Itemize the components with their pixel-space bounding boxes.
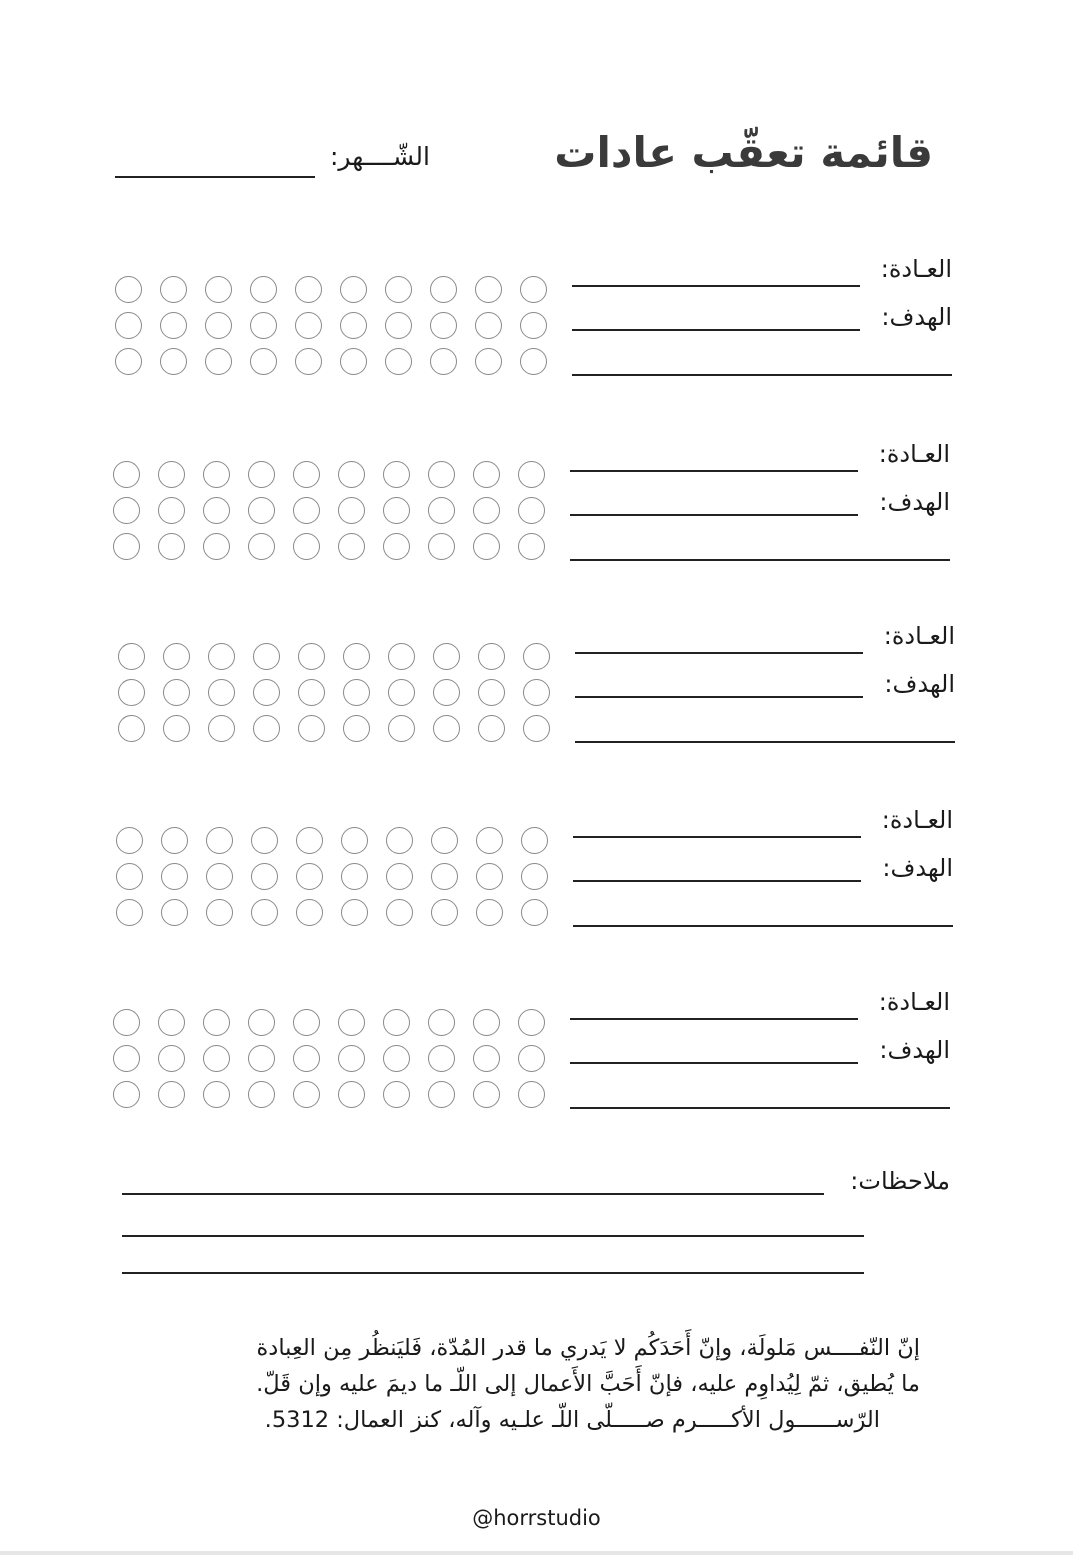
quote-line-2: ما يُطيق، ثمّ لِيُداوِم عليه، فإنّ أَحَبَّ الأَعمال إلى اللّـ ما ديمَ عليه وإن قَلّ. (256, 1371, 920, 1397)
page-title: قائمة تعقّب عادات (554, 128, 933, 177)
tracker-circle[interactable] (478, 715, 505, 742)
tracker-circle[interactable] (385, 312, 412, 339)
tracker-circle[interactable] (293, 461, 320, 488)
tracker-circle[interactable] (163, 715, 190, 742)
habit-label: العـادة: (878, 988, 950, 1016)
tracker-circle[interactable] (520, 348, 547, 375)
tracker-circle[interactable] (248, 1009, 275, 1036)
tracker-circle[interactable] (115, 348, 142, 375)
tracker-circle[interactable] (118, 679, 145, 706)
tracker-circle[interactable] (341, 863, 368, 890)
tracker-circle[interactable] (343, 679, 370, 706)
tracker-circle[interactable] (343, 643, 370, 670)
tracker-circle[interactable] (476, 899, 503, 926)
tracker-circle[interactable] (248, 461, 275, 488)
tracker-circle[interactable] (428, 1081, 455, 1108)
tracker-circle[interactable] (208, 643, 235, 670)
tracker-circle[interactable] (248, 1045, 275, 1072)
tracker-circle[interactable] (388, 643, 415, 670)
tracker-circle[interactable] (206, 827, 233, 854)
tracker-circle[interactable] (160, 312, 187, 339)
extra-input-line[interactable] (575, 741, 955, 743)
tracker-circle[interactable] (163, 643, 190, 670)
tracker-circle[interactable] (206, 863, 233, 890)
tracker-circle[interactable] (383, 497, 410, 524)
tracker-circle[interactable] (296, 827, 323, 854)
tracker-circle[interactable] (338, 497, 365, 524)
tracker-circle[interactable] (113, 1009, 140, 1036)
tracker-circle[interactable] (478, 643, 505, 670)
tracker-circle[interactable] (383, 533, 410, 560)
tracker-circle[interactable] (383, 1009, 410, 1036)
goal-label: الهدف: (879, 1036, 950, 1064)
tracker-circle[interactable] (116, 863, 143, 890)
tracker-circle[interactable] (160, 348, 187, 375)
goal-input-line[interactable] (570, 514, 858, 516)
tracker-circle[interactable] (115, 312, 142, 339)
quote-line-3: الرّســــــول الأكـــــرم صـــــلّى اللّـ علـيه وآله، كنز العمال: 5312. (264, 1407, 880, 1433)
tracker-circle[interactable] (473, 1081, 500, 1108)
tracker-circle[interactable] (248, 497, 275, 524)
extra-input-line[interactable] (572, 374, 952, 376)
tracker-circle[interactable] (340, 276, 367, 303)
tracker-circle[interactable] (388, 679, 415, 706)
tracker-circle[interactable] (338, 461, 365, 488)
habit-input-line[interactable] (573, 836, 861, 838)
tracker-circle[interactable] (473, 1045, 500, 1072)
tracker-circle[interactable] (113, 461, 140, 488)
goal-input-line[interactable] (573, 880, 861, 882)
tracker-circle[interactable] (248, 533, 275, 560)
tracker-circle[interactable] (296, 863, 323, 890)
tracker-circle[interactable] (383, 1081, 410, 1108)
habit-label: العـادة: (878, 440, 950, 468)
tracker-circle[interactable] (203, 461, 230, 488)
notes-line-1[interactable] (122, 1193, 824, 1195)
habit-input-line[interactable] (575, 652, 863, 654)
tracker-circle[interactable] (430, 312, 457, 339)
tracker-circle[interactable] (386, 827, 413, 854)
extra-input-line[interactable] (570, 559, 950, 561)
quote-line-1: إنّ النّفــــس مَلولَة، وإنّ أَحَدَكُم لا يَدري ما قدر المُدّة، فَليَنظُر مِن العِبادة (256, 1335, 920, 1361)
tracker-circle[interactable] (160, 276, 187, 303)
tracker-circle[interactable] (338, 1045, 365, 1072)
tracker-circle[interactable] (520, 312, 547, 339)
tracker-circle[interactable] (430, 348, 457, 375)
tracker-circle[interactable] (475, 348, 502, 375)
tracker-circle[interactable] (431, 863, 458, 890)
tracker-circle[interactable] (523, 715, 550, 742)
tracker-circle[interactable] (203, 533, 230, 560)
tracker-circle[interactable] (206, 899, 233, 926)
tracker-circle[interactable] (205, 312, 232, 339)
tracker-circle[interactable] (251, 827, 278, 854)
tracker-circle[interactable] (205, 348, 232, 375)
tracker-circle[interactable] (248, 1081, 275, 1108)
goal-input-line[interactable] (570, 1062, 858, 1064)
tracker-circle[interactable] (295, 276, 322, 303)
tracker-circle[interactable] (475, 312, 502, 339)
tracker-circle[interactable] (161, 899, 188, 926)
tracker-circle[interactable] (253, 715, 280, 742)
tracker-circle[interactable] (473, 497, 500, 524)
tracker-circle[interactable] (161, 863, 188, 890)
tracker-circle[interactable] (518, 497, 545, 524)
tracker-circle[interactable] (158, 1009, 185, 1036)
tracker-circle[interactable] (523, 643, 550, 670)
habit-input-line[interactable] (570, 470, 858, 472)
habit-input-line[interactable] (572, 285, 860, 287)
notes-line-3[interactable] (122, 1272, 864, 1274)
tracker-circle[interactable] (428, 461, 455, 488)
tracker-circle[interactable] (158, 497, 185, 524)
tracker-circle[interactable] (253, 643, 280, 670)
tracker-circle[interactable] (293, 1081, 320, 1108)
tracker-circle[interactable] (118, 715, 145, 742)
goal-input-line[interactable] (572, 329, 860, 331)
tracker-circle[interactable] (113, 497, 140, 524)
tracker-circle[interactable] (518, 1081, 545, 1108)
month-input-line[interactable] (115, 176, 315, 178)
tracker-circle[interactable] (113, 1081, 140, 1108)
notes-label: ملاحظات: (850, 1167, 950, 1195)
tracker-circle[interactable] (113, 1045, 140, 1072)
notes-line-2[interactable] (122, 1235, 864, 1237)
tracker-circle[interactable] (518, 1009, 545, 1036)
tracker-circle[interactable] (340, 348, 367, 375)
tracker-circle[interactable] (296, 899, 323, 926)
tracker-circle[interactable] (116, 827, 143, 854)
tracker-circle[interactable] (203, 497, 230, 524)
tracker-circle[interactable] (205, 276, 232, 303)
tracker-circle[interactable] (115, 276, 142, 303)
tracker-circle[interactable] (431, 827, 458, 854)
tracker-circle[interactable] (158, 1081, 185, 1108)
tracker-circle[interactable] (250, 348, 277, 375)
tracker-circle[interactable] (298, 679, 325, 706)
tracker-circle[interactable] (253, 679, 280, 706)
tracker-circle[interactable] (433, 643, 460, 670)
tracker-circle[interactable] (293, 1045, 320, 1072)
tracker-circle[interactable] (428, 1009, 455, 1036)
tracker-circle[interactable] (431, 899, 458, 926)
tracker-circle[interactable] (293, 1009, 320, 1036)
tracker-circle[interactable] (158, 461, 185, 488)
tracker-circle[interactable] (251, 899, 278, 926)
goal-label: الهدف: (882, 854, 953, 882)
goal-label: الهدف: (879, 488, 950, 516)
tracker-circle[interactable] (385, 276, 412, 303)
habit-label: العـادة: (881, 806, 953, 834)
tracker-circle[interactable] (158, 1045, 185, 1072)
tracker-circle[interactable] (163, 679, 190, 706)
tracker-circle[interactable] (476, 863, 503, 890)
tracker-circle[interactable] (158, 533, 185, 560)
tracker-circle[interactable] (428, 533, 455, 560)
tracker-circle[interactable] (385, 348, 412, 375)
page-bottom-edge (0, 1551, 1073, 1555)
tracker-circle[interactable] (293, 497, 320, 524)
tracker-circle[interactable] (428, 1045, 455, 1072)
extra-input-line[interactable] (573, 925, 953, 927)
tracker-circle[interactable] (338, 1081, 365, 1108)
tracker-circle[interactable] (203, 1081, 230, 1108)
tracker-circle[interactable] (295, 312, 322, 339)
tracker-circle[interactable] (430, 276, 457, 303)
tracker-circle[interactable] (478, 679, 505, 706)
goal-label: الهدف: (884, 670, 955, 698)
tracker-circle[interactable] (161, 827, 188, 854)
tracker-circle[interactable] (250, 276, 277, 303)
tracker-circle[interactable] (433, 715, 460, 742)
tracker-circle[interactable] (386, 863, 413, 890)
tracker-circle[interactable] (473, 461, 500, 488)
tracker-circle[interactable] (521, 899, 548, 926)
extra-input-line[interactable] (570, 1107, 950, 1109)
tracker-circle[interactable] (473, 1009, 500, 1036)
hadith-quote (140, 1330, 920, 1438)
tracker-circle[interactable] (340, 312, 367, 339)
studio-handle: @horrstudio (472, 1506, 601, 1530)
tracker-circle[interactable] (518, 533, 545, 560)
tracker-circle[interactable] (383, 461, 410, 488)
habit-label: العـادة: (880, 255, 952, 283)
tracker-circle[interactable] (338, 533, 365, 560)
tracker-circle[interactable] (298, 715, 325, 742)
tracker-circle[interactable] (293, 533, 320, 560)
tracker-circle[interactable] (473, 533, 500, 560)
tracker-circle[interactable] (475, 276, 502, 303)
tracker-circle[interactable] (343, 715, 370, 742)
habit-input-line[interactable] (570, 1018, 858, 1020)
tracker-circle[interactable] (113, 533, 140, 560)
tracker-circle[interactable] (295, 348, 322, 375)
tracker-circle[interactable] (433, 679, 460, 706)
month-label: الشّــــهر: (330, 142, 430, 171)
tracker-circle[interactable] (523, 679, 550, 706)
tracker-circle[interactable] (208, 715, 235, 742)
tracker-circle[interactable] (116, 899, 143, 926)
tracker-circle[interactable] (521, 863, 548, 890)
goal-label: الهدف: (881, 303, 952, 331)
tracker-circle[interactable] (341, 827, 368, 854)
tracker-circle[interactable] (386, 899, 413, 926)
tracker-circle[interactable] (251, 863, 278, 890)
tracker-circle[interactable] (250, 312, 277, 339)
tracker-circle[interactable] (208, 679, 235, 706)
tracker-circle[interactable] (521, 827, 548, 854)
habit-label: العـادة: (883, 622, 955, 650)
tracker-circle[interactable] (518, 1045, 545, 1072)
tracker-circle[interactable] (203, 1045, 230, 1072)
tracker-circle[interactable] (428, 497, 455, 524)
tracker-circle[interactable] (476, 827, 503, 854)
tracker-circle[interactable] (203, 1009, 230, 1036)
tracker-circle[interactable] (518, 461, 545, 488)
goal-input-line[interactable] (575, 696, 863, 698)
tracker-circle[interactable] (520, 276, 547, 303)
tracker-circle[interactable] (388, 715, 415, 742)
tracker-circle[interactable] (383, 1045, 410, 1072)
tracker-circle[interactable] (338, 1009, 365, 1036)
tracker-circle[interactable] (298, 643, 325, 670)
tracker-circle[interactable] (341, 899, 368, 926)
tracker-circle[interactable] (118, 643, 145, 670)
